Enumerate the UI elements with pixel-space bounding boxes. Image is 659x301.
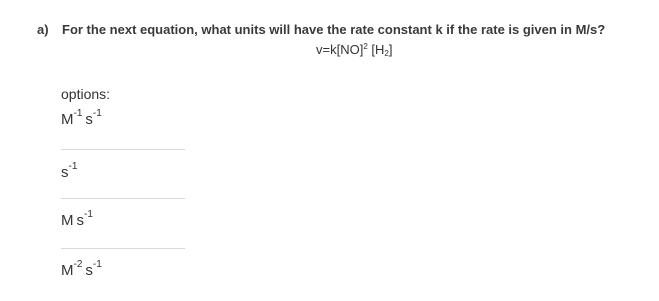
question-prompt: For the next equation, what units will have the rate constant k if the rate is given in M/s? <box>62 22 606 37</box>
option-1-exp-2: -1 <box>92 108 102 119</box>
question-text <box>37 22 605 37</box>
question-number: a) <box>37 22 49 37</box>
options-label: options: <box>61 86 111 102</box>
rate-equation <box>316 42 392 57</box>
equation-no-exponent: 2 <box>363 42 368 51</box>
option-divider <box>61 198 185 199</box>
option-2-exp-1: -1 <box>68 161 78 172</box>
option-3-unit-2: s <box>76 212 84 229</box>
equation-h-subscript: 2 <box>384 49 389 58</box>
equation-prefix: v=k[NO] <box>316 42 364 57</box>
option-2-unit-1: s <box>61 164 69 181</box>
option-1-exp-1: -1 <box>73 108 83 119</box>
option-4-exp-1: -2 <box>73 259 83 270</box>
option-2[interactable] <box>61 161 78 181</box>
option-4-unit-1: M <box>61 262 74 279</box>
option-1[interactable] <box>61 108 102 128</box>
option-divider <box>61 248 185 249</box>
option-4-exp-2: -1 <box>92 259 102 270</box>
option-3-exp-2: -1 <box>84 209 93 220</box>
option-divider <box>61 149 185 150</box>
option-3-unit-1: M <box>61 212 74 229</box>
option-1-unit-2: s <box>85 111 93 128</box>
option-1-unit-1: M <box>61 111 74 128</box>
option-4[interactable] <box>61 259 102 279</box>
equation-middle: [H <box>367 42 385 57</box>
option-4-unit-2: s <box>85 262 93 279</box>
equation-suffix: ] <box>388 42 393 57</box>
option-3[interactable] <box>61 209 93 229</box>
